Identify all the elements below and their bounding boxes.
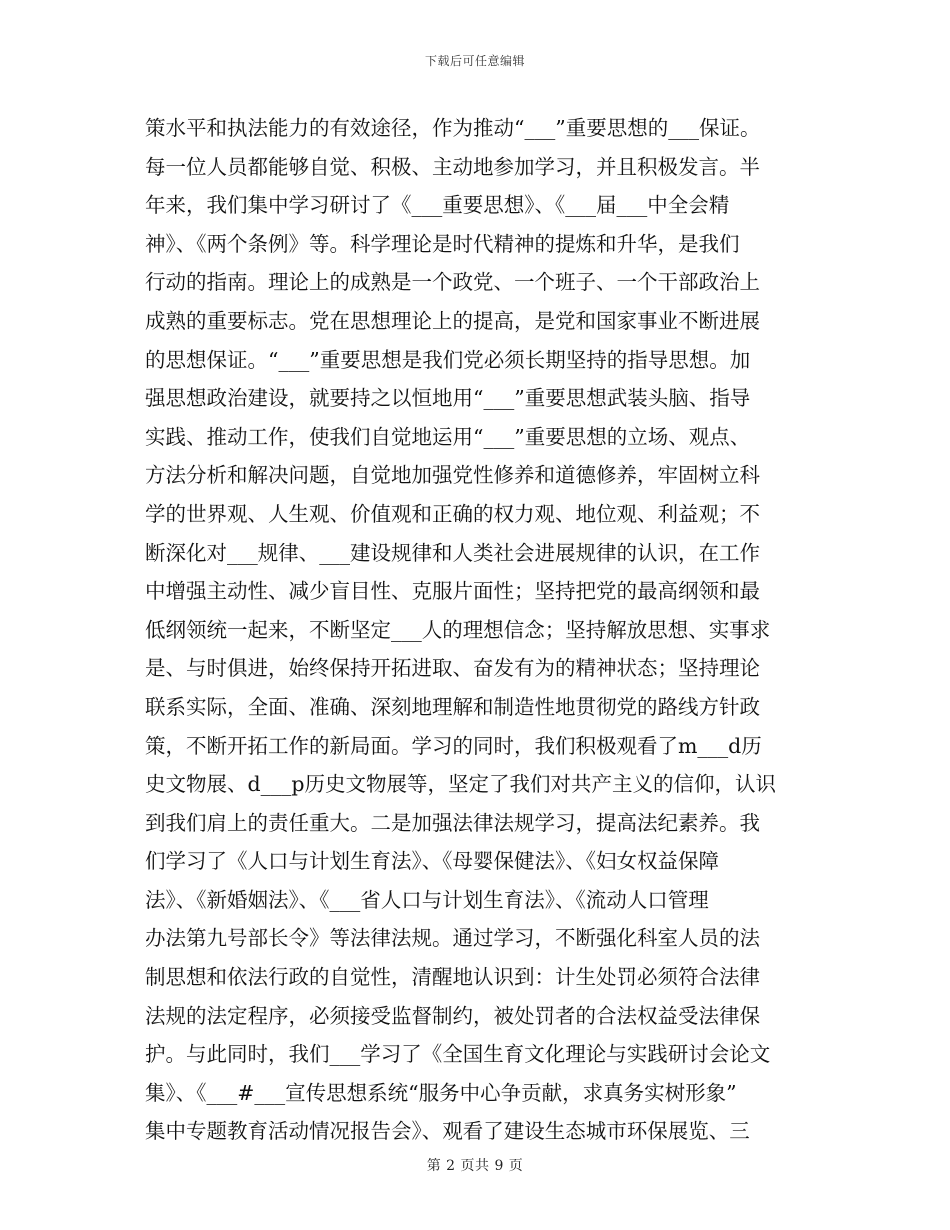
text-line: 神》、《两个条例》等。科学理论是时代精神的提炼和升华，是我们: [145, 231, 740, 256]
text-line: 中增强主动性、减少盲目性、克服片面性；坚持把党的最高纲领和最: [145, 579, 760, 604]
text-line: 办法第九号部长令》等法律法规。通过学习，不断强化科室人员的法: [145, 926, 760, 951]
text-line: 方法分析和解决问题，自觉地加强党性修养和道德修养，牢固树立科: [145, 463, 760, 488]
text-line: 护。与此同时，我们___学习了《全国生育文化理论与实践研讨会论文: [145, 1042, 771, 1067]
text-line: 每一位人员都能够自觉、积极、主动地参加学习，并且积极发言。半: [145, 154, 760, 179]
text-line: 实践、推动工作，使我们自觉地运用“___”重要思想的立场、观点、: [145, 424, 751, 449]
text-line: 低纲领统一起来，不断坚定___人的理想信念；坚持解放思想、实事求: [145, 617, 771, 642]
text-line: 的思想保证。“___”重要思想是我们党必须长期坚持的指导思想。加: [145, 347, 751, 372]
text-line: 们学习了《人口与计划生育法》、《母婴保健法》、《妇女权益保障: [145, 849, 719, 874]
text-line: 法规的法定程序，必须接受监督制约，被处罚者的合法权益受法律保: [145, 1003, 760, 1028]
text-line: 是、与时俱进，始终保持开拓进取、奋发有为的精神状态；坚持理论: [145, 656, 760, 681]
text-line: 年来，我们集中学习研讨了《___重要思想》、《___届___中全会精: [145, 193, 730, 218]
text-line: 法》、《新婚姻法》、《___省人口与计划生育法》、《流动人口管理: [145, 887, 709, 912]
text-line: 学的世界观、人生观、价值观和正确的权力观、地位观、利益观；不: [145, 501, 760, 526]
text-line: 制思想和依法行政的自觉性，清醒地认识到：计生处罚必须符合法律: [145, 965, 760, 990]
text-line: 史文物展、d___p历史文物展等，坚定了我们对共产主义的信仰，认识: [145, 772, 776, 797]
body-text: [145, 109, 805, 1151]
text-line: 联系实际，全面、准确、深刻地理解和制造性地贯彻党的路线方针政: [145, 694, 760, 719]
text-line: 到我们肩上的责任重大。二是加强法律法规学习，提高法纪素养。我: [145, 810, 760, 835]
text-line: 成熟的重要标志。党在思想理论上的提高，是党和国家事业不断进展: [145, 308, 760, 333]
text-line: 强思想政治建设，就要持之以恒地用“___”重要思想武装头脑、指导: [145, 386, 751, 411]
text-line: 集》、《___#___宣传思想系统“服务中心争贡献，求真务实树形象”: [145, 1080, 737, 1105]
text-line: 策，不断开拓工作的新局面。学习的同时，我们积极观看了m___d历: [145, 733, 762, 758]
page-header: 下载后可任意编辑: [424, 54, 525, 68]
text-line: 断深化对___规律、___建设规律和人类社会进展规律的认识，在工作: [145, 540, 760, 565]
page-footer: 第 2 页共 9 页: [426, 1158, 524, 1174]
text-line: 集中专题教育活动情况报告会》、观看了建设生态城市环保展览、三: [145, 1119, 750, 1144]
text-line: 策水平和执法能力的有效途径，作为推动“___”重要思想的___保证。: [145, 116, 761, 140]
text-line: 行动的指南。理论上的成熟是一个政党、一个班子、一个干部政治上: [145, 270, 760, 295]
